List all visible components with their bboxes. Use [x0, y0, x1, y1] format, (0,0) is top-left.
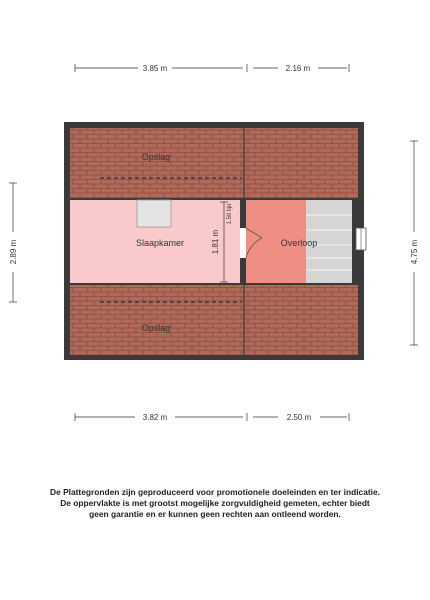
room-label-slaapkamer: Slaapkamer — [135, 238, 185, 248]
disclaimer-line-2: De oppervlakte is met grootst mogelijke zorgvuldigheid gemeten, echter biedt — [60, 498, 370, 508]
dim-top-left: 3.85 m — [142, 64, 168, 73]
dim-bottom-right: 2.50 m — [286, 413, 312, 422]
dim-top-right: 2.16 m — [285, 64, 311, 73]
dim-bottom-left: 3.82 m — [142, 413, 168, 422]
roof-area-bottom — [70, 285, 358, 355]
room-label-overloop: Overloop — [280, 238, 318, 248]
dim-right: 4.75 m — [410, 239, 419, 265]
dim-left: 2.89 m — [9, 239, 18, 265]
headroom-label: 1.50 lijn — [227, 203, 233, 225]
room-height-label: 1.81 m — [211, 229, 220, 255]
disclaimer — [20, 487, 410, 520]
roof-area-top — [70, 128, 358, 198]
room-label-opslag-top: Opslag — [141, 152, 171, 162]
skylight — [137, 200, 171, 227]
door-opening — [240, 228, 246, 258]
disclaimer-line-1: De Plattegronden zijn geproduceerd voor promotionele doeleinden en ter indicatie. — [50, 487, 380, 497]
disclaimer-line-3: geen garantie en er kunnen geen rechten aan ontleend worden. — [89, 509, 341, 519]
room-label-opslag-bottom: Opslag — [141, 323, 171, 333]
